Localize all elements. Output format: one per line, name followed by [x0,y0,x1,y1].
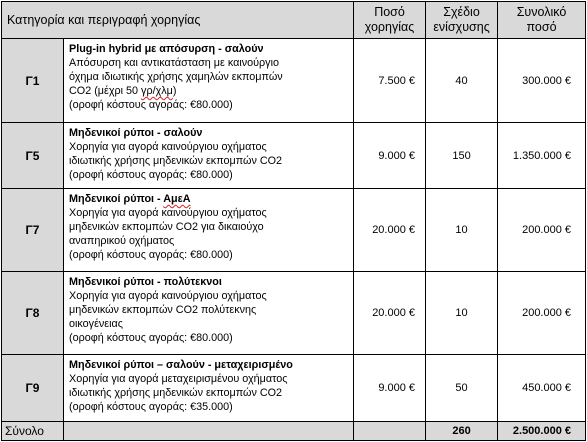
grand-total: 2.500.000 € [498,422,586,441]
row-code: Γ9 [2,355,64,422]
row-total: 450.000 € [498,355,586,422]
header-plan [426,2,498,39]
total-plan: 260 [426,422,498,441]
row-amount: 20.000 € [354,189,426,272]
row-total: 200.000 € [498,272,586,355]
row-cost-cap: (οροφή κόστους αγοράς: €80.000) [69,169,233,181]
row-title: Μηδενικοί ρύποι – σαλούν - μεταχειρισμένο [69,359,293,371]
row-code: Γ1 [2,39,64,123]
total-label: Σύνολο [2,422,64,441]
row-line-close: ) [172,85,177,97]
row-amount: 20.000 € [354,272,426,355]
row-line: ιδιωτικής χρήσης μηδενικών εκπομπών CO2 [69,155,283,167]
header-total-line2: ποσό [526,20,557,34]
row-description [64,39,354,123]
row-cost-cap: (οροφή κόστους αγοράς: €35.000) [69,401,233,413]
row-line: CO2 (μέχρι 50 [69,85,142,97]
total-spacer [64,422,354,441]
row-plan: 10 [426,189,498,272]
header-row [2,2,586,39]
header-amount [354,2,426,39]
spellcheck-flagged-unit: γρ/χλμ [141,85,173,97]
table-row [2,39,586,123]
spellcheck-flagged-word: ΑμεΑ [163,193,191,205]
row-description [64,272,354,355]
row-line: Χορηγία για αγορά μεταχειρισμένου οχήματος [69,373,288,385]
row-total: 300.000 € [498,39,586,123]
total-row [2,422,586,441]
subsidy-table [1,1,586,441]
row-description [64,355,354,422]
row-line: μηδενικών εκπομπών CO2 για δικαιούχο [69,221,264,233]
row-description [64,189,354,272]
table-row [2,123,586,189]
row-amount: 9.000 € [354,355,426,422]
row-cost-cap: (οροφή κόστους αγοράς: €80.000) [69,99,233,111]
row-line: Απόσυρση και αντικατάσταση με καινούργιο [69,57,279,69]
row-line: όχημα ιδιωτικής χρήσης χαμηλών εκπομπών [69,71,283,83]
table-row [2,272,586,355]
row-description [64,123,354,189]
table-row [2,355,586,422]
row-total: 200.000 € [498,189,586,272]
row-plan: 150 [426,123,498,189]
row-title: Plug-in hybrid με απόσυρση - σαλούν [69,43,264,55]
row-line: ιδιωτικής χρήσης μηδενικών εκπομπών CO2 [69,387,283,399]
table-row [2,189,586,272]
row-plan: 10 [426,272,498,355]
header-amount-line1: Ποσό [374,5,405,19]
row-cost-cap: (οροφή κόστους αγοράς: €80.000) [69,332,233,344]
row-title: Μηδενικοί ρύποι - πολύτεκνοι [69,276,222,288]
header-plan-line2: ενίσχυσης [433,20,490,34]
row-line: οικογένειας [69,318,123,330]
row-amount: 9.000 € [354,123,426,189]
row-plan: 50 [426,355,498,422]
row-cost-cap: (οροφή κόστους αγοράς: €80.000) [69,249,233,261]
row-total: 1.350.000 € [498,123,586,189]
row-line: Χορηγία για αγορά καινούργιου οχήματος [69,141,267,153]
row-line: αναπηρικού οχήματος [69,235,175,247]
header-plan-line1: Σχέδιο [443,5,480,19]
row-title [69,192,348,206]
row-line: Χορηγία για αγορά καινούργιου οχήματος [69,207,267,219]
row-code: Γ8 [2,272,64,355]
header-total [498,2,586,39]
row-code: Γ5 [2,123,64,189]
row-title-prefix: Μηδενικοί ρύποι - [69,193,164,205]
header-total-line1: Συνολικό [516,5,567,19]
header-amount-line2: χορηγίας [364,20,415,34]
row-code: Γ7 [2,189,64,272]
row-amount: 7.500 € [354,39,426,123]
total-spacer [354,422,426,441]
row-line: μηδενικών εκπομπών CO2 πολύτεκνης [69,304,257,316]
row-line: Χορηγία για αγορά καινούργιου οχήματος [69,290,267,302]
header-category: Κατηγορία και περιγραφή χορηγίας [2,2,354,39]
row-title: Μηδενικοί ρύποι - σαλούν [69,127,203,139]
row-line-with-unit [69,84,348,98]
row-plan: 40 [426,39,498,123]
